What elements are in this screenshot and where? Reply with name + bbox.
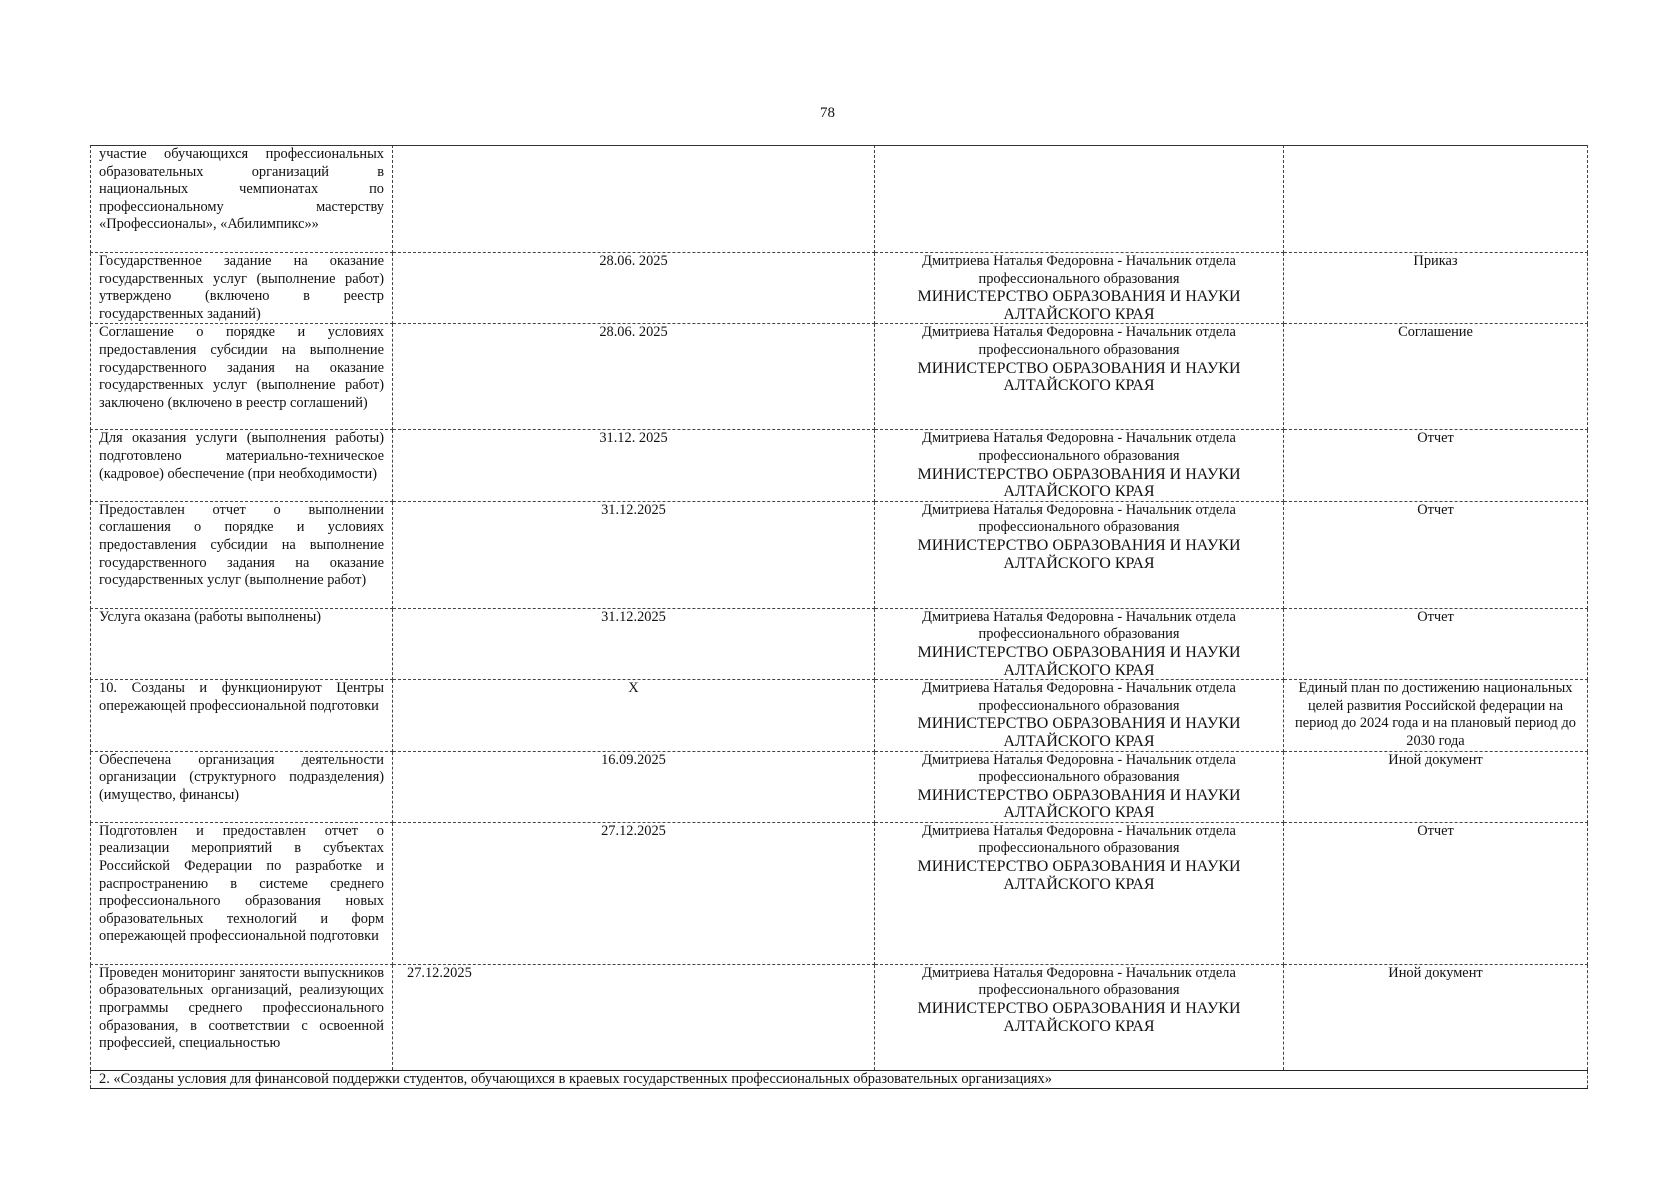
event-name-cell: Для оказания услуги (выполнения работы) подготовлено материально-техническое (кадровое) обеспечение (при необходимости) — [91, 430, 393, 501]
responsible-department: профессионального образования — [978, 982, 1180, 999]
section-heading: 2. «Созданы условия для финансовой поддержки студентов, обучающихся в краевых государственных профессиональных образовательных организациях» — [91, 1070, 1588, 1088]
event-name-cell: Подготовлен и предоставлен отчет о реализации мероприятий в субъектах Российской Федерации по разработке и распространению в системе среднего профессионального образования новых образовательных технологий и форм опережающей профессиональной подготовки — [91, 822, 393, 964]
event-name-cell: Государственное задание на оказание государственных услуг (выполнение работ) утверждено (включено в реестр государственных заданий) — [91, 253, 393, 324]
responsible-organization-region: АЛТАЙСКОГО КРАЯ — [1003, 804, 1155, 822]
document-type-cell: Отчет — [1284, 822, 1588, 964]
event-name-cell: Соглашение о порядке и условиях предоставления субсидии на выполнение государственного задания на оказание государственных услуг (выполнение работ) заключено (включено в реестр соглашений) — [91, 324, 393, 430]
responsible-cell — [875, 430, 1284, 501]
document-type-cell: Единый план по достижению национальных целей развития Российской федерации на период до 2024 года и на плановый период до 2030 года — [1284, 680, 1588, 751]
responsible-person: Дмитриева Наталья Федоровна - Начальник отдела — [922, 680, 1236, 697]
responsible-organization-region: АЛТАЙСКОГО КРАЯ — [1003, 875, 1155, 893]
responsible-department: профессионального образования — [978, 697, 1180, 714]
responsible-organization: МИНИСТЕРСТВО ОБРАЗОВАНИЯ И НАУКИ — [917, 715, 1241, 733]
document-type-cell: Соглашение — [1284, 324, 1588, 430]
responsible-cell — [875, 324, 1284, 430]
responsible-person: Дмитриева Наталья Федоровна - Начальник отдела — [922, 608, 1236, 625]
responsible-organization-region: АЛТАЙСКОГО КРАЯ — [1003, 732, 1155, 750]
document-type-cell: Приказ — [1284, 253, 1588, 324]
responsible-person: Дмитриева Наталья Федоровна - Начальник отдела — [922, 324, 1236, 341]
responsible-person: Дмитриева Наталья Федоровна - Начальник отдела — [922, 822, 1236, 839]
event-date-cell: 16.09.2025 — [393, 751, 875, 822]
responsible-organization: МИНИСТЕРСТВО ОБРАЗОВАНИЯ И НАУКИ — [917, 465, 1241, 483]
responsible-organization-region: АЛТАЙСКОГО КРАЯ — [1003, 377, 1155, 395]
section-heading-row — [91, 1070, 1588, 1088]
responsible-person: Дмитриева Наталья Федоровна - Начальник отдела — [922, 430, 1236, 447]
table-row — [91, 751, 1588, 822]
event-date-cell: 31.12. 2025 — [393, 430, 875, 501]
responsible-person: Дмитриева Наталья Федоровна - Начальник отдела — [922, 501, 1236, 518]
table-row — [91, 680, 1588, 751]
document-type-cell: Отчет — [1284, 430, 1588, 501]
responsible-department: профессионального образования — [978, 341, 1180, 358]
responsible-cell — [875, 608, 1284, 679]
responsible-department: профессионального образования — [978, 769, 1180, 786]
responsible-organization: МИНИСТЕРСТВО ОБРАЗОВАНИЯ И НАУКИ — [917, 288, 1241, 306]
table-row — [91, 608, 1588, 679]
responsible-cell — [875, 822, 1284, 964]
document-type-cell: Отчет — [1284, 608, 1588, 679]
events-table — [90, 145, 1588, 1089]
responsible-organization: МИНИСТЕРСТВО ОБРАЗОВАНИЯ И НАУКИ — [917, 643, 1241, 661]
table-row — [91, 324, 1588, 430]
responsible-organization-region: АЛТАЙСКОГО КРАЯ — [1003, 661, 1155, 679]
event-date-cell: 31.12.2025 — [393, 501, 875, 608]
responsible-cell — [875, 964, 1284, 1070]
responsible-organization: МИНИСТЕРСТВО ОБРАЗОВАНИЯ И НАУКИ — [917, 1000, 1241, 1018]
responsible-organization: МИНИСТЕРСТВО ОБРАЗОВАНИЯ И НАУКИ — [917, 536, 1241, 554]
responsible-organization-region: АЛТАЙСКОГО КРАЯ — [1003, 554, 1155, 572]
responsible-department: профессионального образования — [978, 626, 1180, 643]
responsible-organization-region: АЛТАЙСКОГО КРАЯ — [1003, 1017, 1155, 1035]
responsible-organization: МИНИСТЕРСТВО ОБРАЗОВАНИЯ И НАУКИ — [917, 359, 1241, 377]
table-row — [91, 964, 1588, 1070]
responsible-person: Дмитриева Наталья Федоровна - Начальник отдела — [922, 751, 1236, 768]
responsible-department: профессионального образования — [978, 840, 1180, 857]
event-name-cell: Проведен мониторинг занятости выпускников образовательных организаций, реализующих программы среднего профессионального образования, в соответствии с освоенной профессией, специальностью — [91, 964, 393, 1070]
event-date-cell: 28.06. 2025 — [393, 324, 875, 430]
responsible-person: Дмитриева Наталья Федоровна - Начальник отдела — [922, 253, 1236, 269]
table-row — [91, 146, 1588, 253]
document-type-cell: Иной документ — [1284, 751, 1588, 822]
event-name-cell: Предоставлен отчет о выполнении соглашения о порядке и условиях предоставления субсидии на выполнение государственного задания на оказание государственных услуг (выполнение работ) — [91, 501, 393, 608]
document-type-cell: Иной документ — [1284, 964, 1588, 1070]
table-row — [91, 822, 1588, 964]
responsible-department: профессионального образования — [978, 447, 1180, 464]
event-date-cell: 27.12.2025 — [393, 964, 875, 1070]
responsible-organization: МИНИСТЕРСТВО ОБРАЗОВАНИЯ И НАУКИ — [917, 786, 1241, 804]
event-date-cell: 27.12.2025 — [393, 822, 875, 964]
responsible-department: профессионального образования — [978, 519, 1180, 536]
responsible-department: профессионального образования — [978, 270, 1180, 287]
event-name-cell: Услуга оказана (работы выполнены) — [91, 608, 393, 679]
event-date-cell — [393, 146, 875, 253]
event-name-cell: Обеспечена организация деятельности организации (структурного подразделения) (имущество, финансы) — [91, 751, 393, 822]
document-type-cell: Отчет — [1284, 501, 1588, 608]
table-row — [91, 501, 1588, 608]
responsible-organization-region: АЛТАЙСКОГО КРАЯ — [1003, 305, 1155, 323]
table-row — [91, 430, 1588, 501]
responsible-cell — [875, 146, 1284, 253]
responsible-cell — [875, 253, 1284, 324]
responsible-cell — [875, 751, 1284, 822]
responsible-cell — [875, 680, 1284, 751]
event-date-cell: X — [393, 680, 875, 751]
responsible-person: Дмитриева Наталья Федоровна - Начальник отдела — [922, 964, 1236, 981]
event-name-cell: участие обучающихся профессиональных образовательных организаций в национальных чемпионатах по профессиональному мастерству «Профессионалы», «Абилимпикс»» — [91, 146, 393, 253]
responsible-cell — [875, 501, 1284, 608]
document-type-cell — [1284, 146, 1588, 253]
event-date-cell: 28.06. 2025 — [393, 253, 875, 324]
responsible-organization: МИНИСТЕРСТВО ОБРАЗОВАНИЯ И НАУКИ — [917, 858, 1241, 876]
event-name-cell: 10. Созданы и функционируют Центры опережающей профессиональной подготовки — [91, 680, 393, 751]
responsible-organization-region: АЛТАЙСКОГО КРАЯ — [1003, 483, 1155, 501]
event-date-cell: 31.12.2025 — [393, 608, 875, 679]
page-number: 78 — [820, 105, 835, 121]
table-row — [91, 253, 1588, 324]
table-top-border — [90, 145, 1587, 146]
